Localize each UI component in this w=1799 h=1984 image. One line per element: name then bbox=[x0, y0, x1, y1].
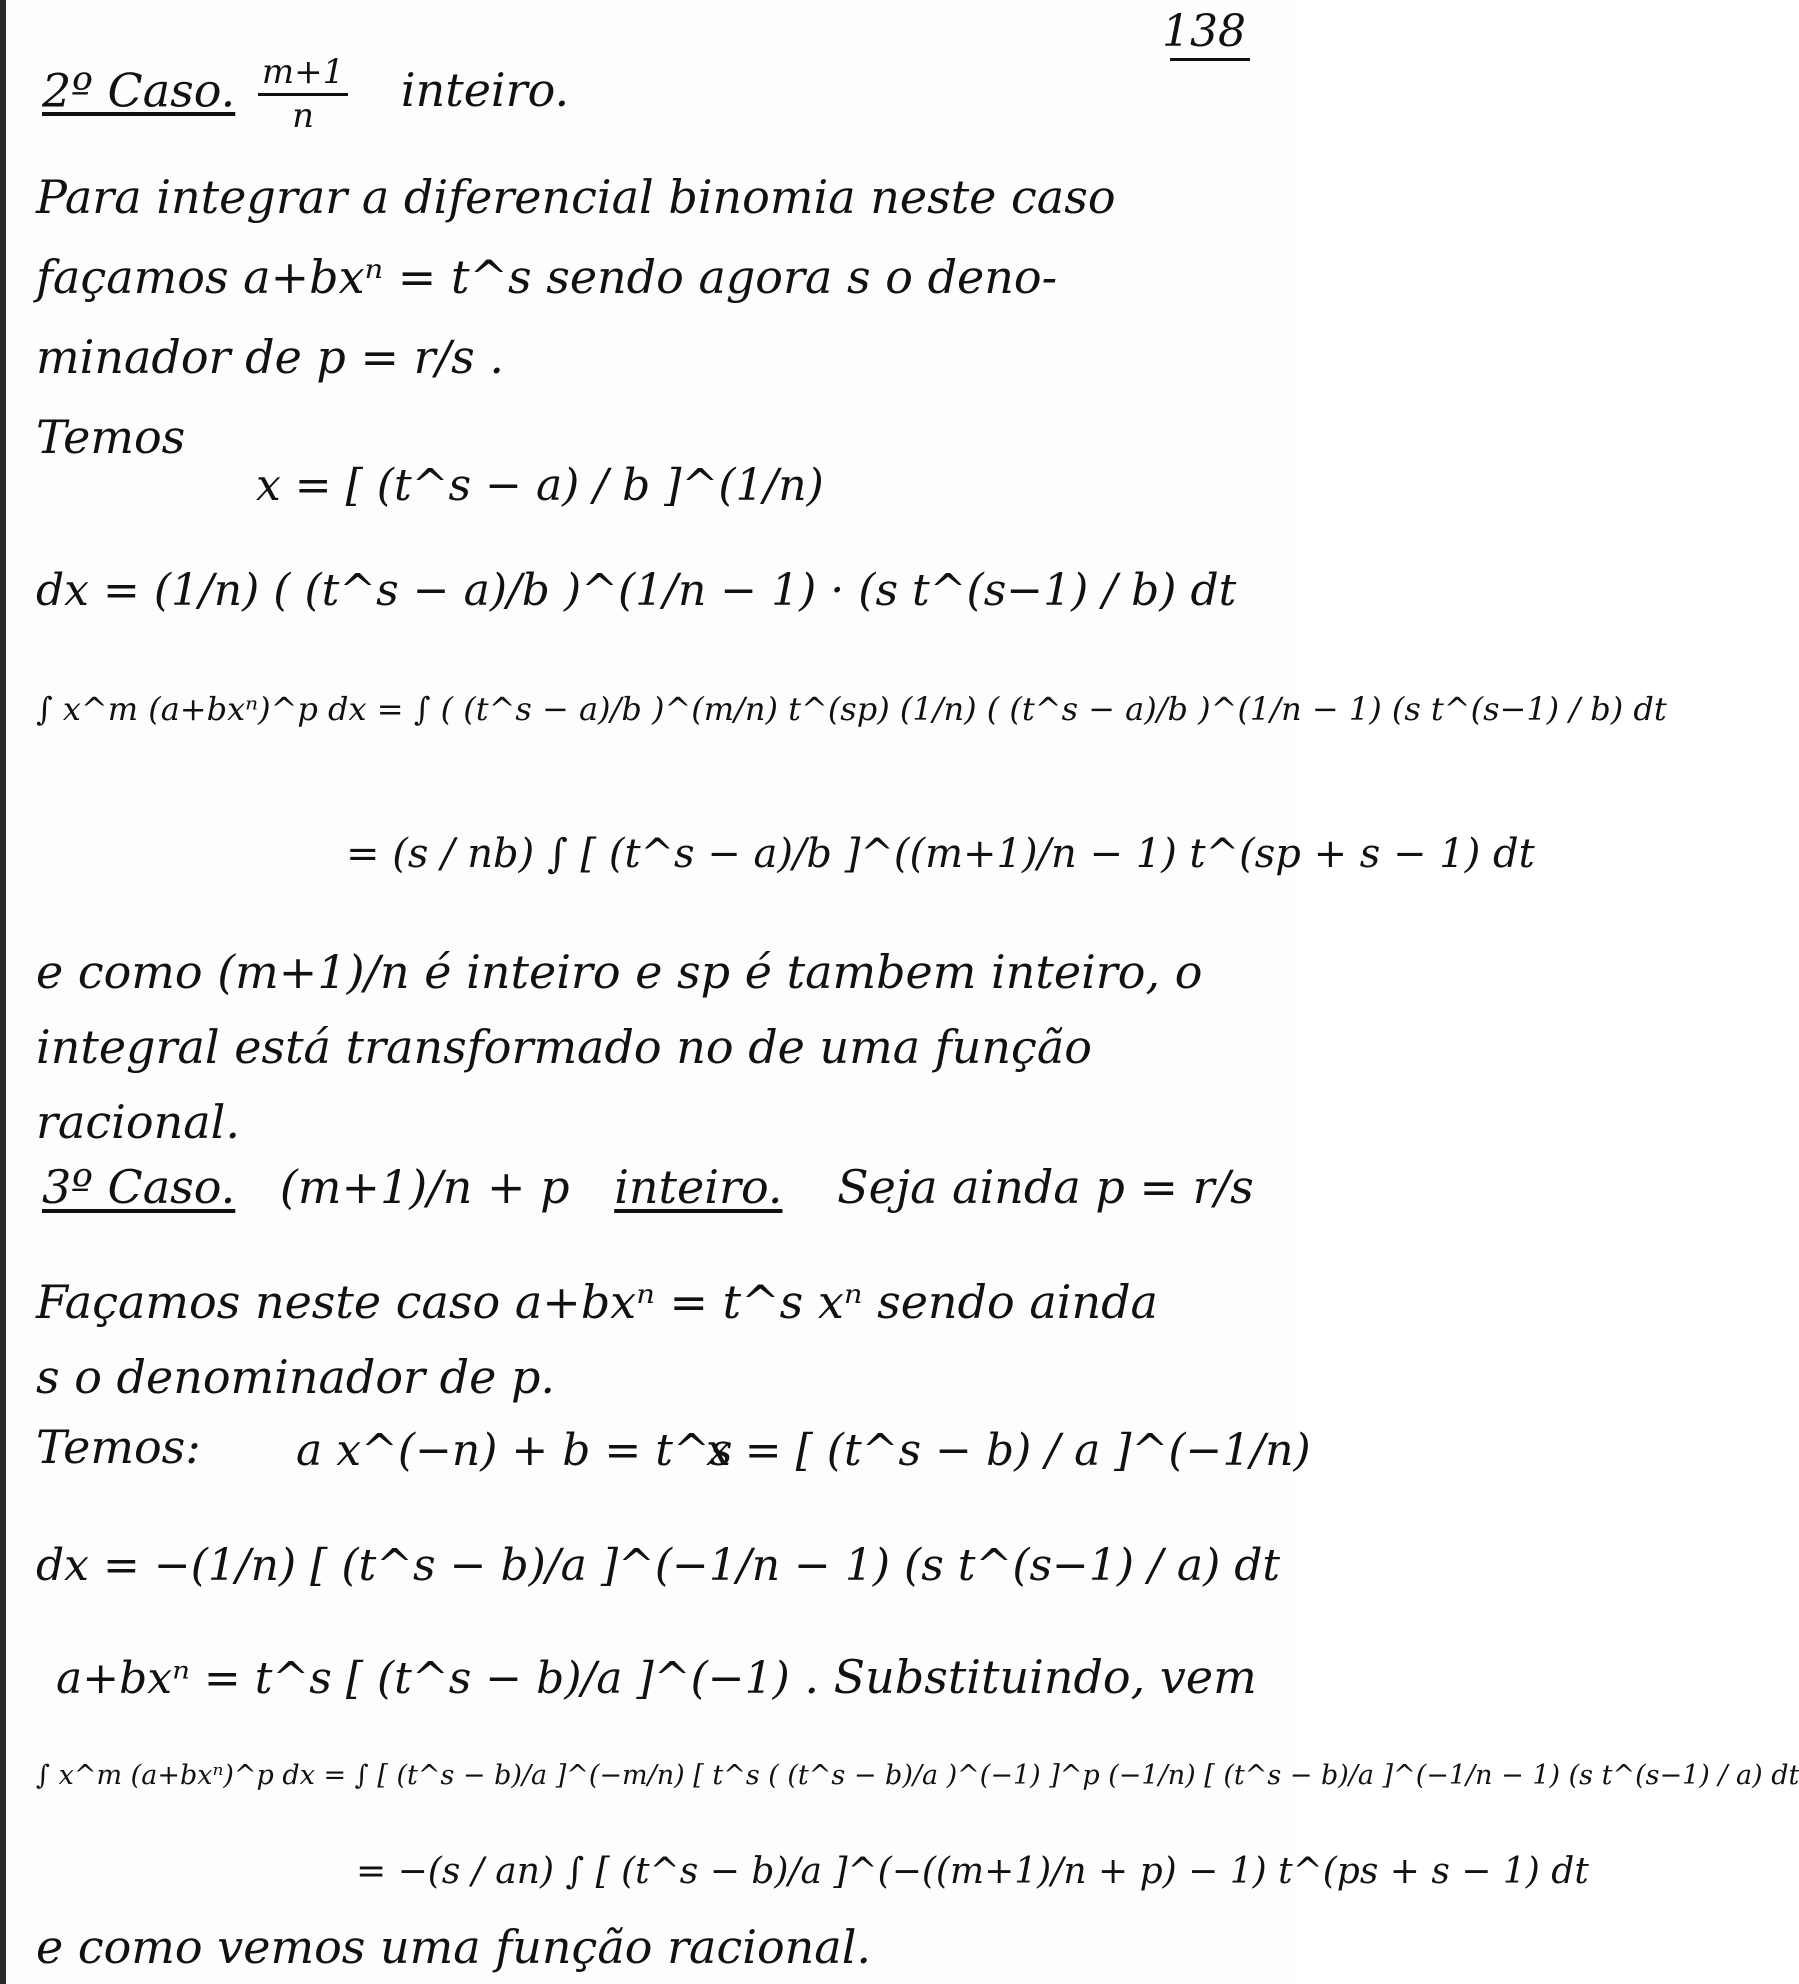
equation-temos-2b: x = [ (t^s − b) / a ]^(−1/n) bbox=[706, 1425, 1311, 1476]
para1-line-3: minador de p = r/s . bbox=[36, 330, 504, 384]
equation-temos-2a: a x^(−n) + b = t^s bbox=[296, 1425, 733, 1476]
page-number-underline bbox=[1170, 58, 1250, 61]
temos-1: Temos bbox=[36, 410, 186, 464]
substitution-line bbox=[56, 1650, 1257, 1706]
temos-2: Temos: bbox=[36, 1420, 201, 1474]
equation-x-1: x = [ (t^s − a) / b ]^(1/n) bbox=[256, 460, 824, 511]
equation-dx-1: dx = (1/n) ( (t^s − a)/b )^(1/n − 1) · (s t^(s−1) / b) dt bbox=[36, 565, 1237, 616]
equation-integral-2b: = −(s / an) ∫ [ (t^s − b)/a ]^(−((m+1)/n + p) − 1) t^(ps + s − 1) dt bbox=[356, 1851, 1589, 1892]
para2-line-1: e como (m+1)/n é inteiro e sp é tambem inteiro, o bbox=[36, 945, 1203, 999]
equation-integral-1b: = (s / nb) ∫ [ (t^s − a)/b ]^((m+1)/n − 1) t^(sp + s − 1) dt bbox=[346, 831, 1535, 877]
substitution-word: . Substituindo, vem bbox=[804, 1650, 1257, 1704]
case-2-fraction-denominator: n bbox=[292, 95, 315, 136]
closing-line: e como vemos uma função racional. bbox=[36, 1920, 872, 1974]
case-2-label: 2º Caso. bbox=[42, 63, 236, 118]
para2-line-2: integral está transformado no de uma função bbox=[36, 1020, 1092, 1074]
equation-integral-1a: ∫ x^m (a+bxⁿ)^p dx = ∫ ( (t^s − a)/b )^(m/n) t^(sp) (1/n) ( (t^s − a)/b )^(1/n − 1) (s t^(s−1) / b) dt bbox=[36, 690, 1667, 728]
equation-integral-2a: ∫ x^m (a+bxⁿ)^p dx = ∫ [ (t^s − b)/a ]^(−m/n) [ t^s ( (t^s − b)/a )^(−1) ]^p (−1/n) [ (t^s − b)/a ]^(−1/n − 1) (s t^(s−1) / a) dt bbox=[36, 1760, 1799, 1791]
para3-line-1: Façamos neste caso a+bxⁿ = t^s xⁿ sendo ainda bbox=[36, 1275, 1158, 1329]
case-3-label: 3º Caso. bbox=[42, 1160, 236, 1214]
case-3-expression: (m+1)/n + p bbox=[279, 1160, 570, 1214]
case-2-fraction-numerator: m+1 bbox=[258, 52, 348, 96]
page-number: 138 bbox=[1162, 6, 1246, 57]
heading-case-2 bbox=[42, 52, 569, 137]
equation-dx-2: dx = −(1/n) [ (t^s − b)/a ]^(−1/n − 1) (s t^(s−1) / a) dt bbox=[36, 1540, 1281, 1591]
case-2-fraction bbox=[258, 52, 348, 137]
para2-line-3: racional. bbox=[36, 1095, 240, 1149]
para3-line-2: s o denominador de p. bbox=[36, 1350, 556, 1404]
heading-case-3 bbox=[42, 1160, 1254, 1215]
para1-line-1: Para integrar a diferencial binomia neste caso bbox=[36, 170, 1116, 224]
para1-line-2: façamos a+bxⁿ = t^s sendo agora s o deno- bbox=[36, 250, 1058, 304]
case-2-word: inteiro. bbox=[400, 63, 570, 118]
case-3-word: inteiro. bbox=[614, 1160, 783, 1214]
case-3-tail: Seja ainda p = r/s bbox=[837, 1160, 1254, 1214]
equation-substitution: a+bxⁿ = t^s [ (t^s − b)/a ]^(−1) bbox=[56, 1653, 790, 1704]
